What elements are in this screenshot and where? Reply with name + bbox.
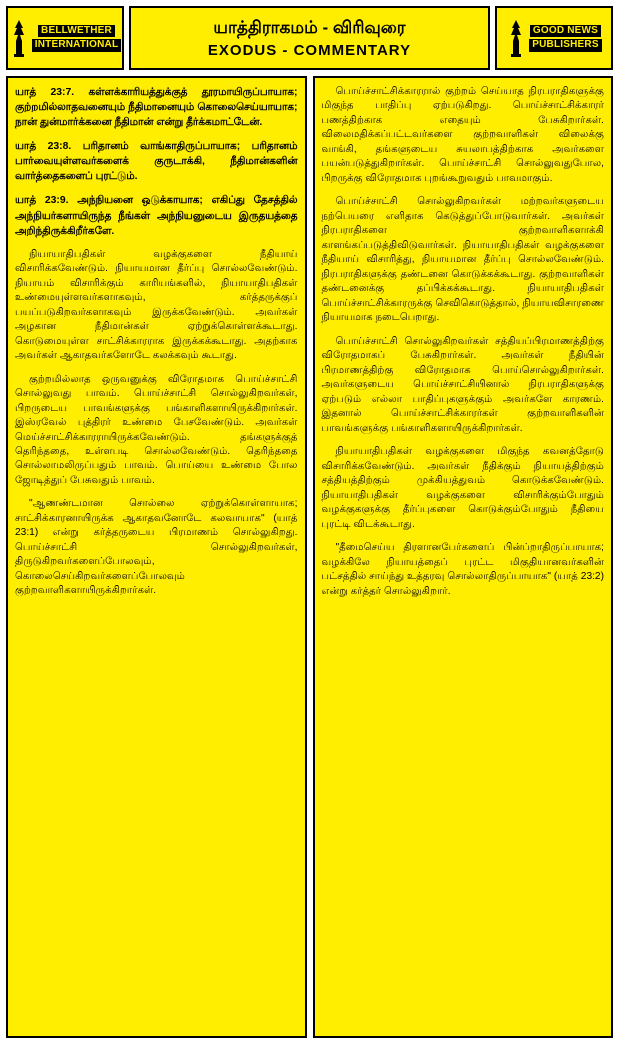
commentary-paragraph: பொய்ச்சாட்சி சொல்லுகிறவர்கள் மற்றவர்களுடைய நற்பெயரை எளிதாக கெடுத்துப்போடுவார்கள். அவர்கள் நிரபராதிகளை குற்றவாளிகளாக்கி காளங்கப்படுத்திவிடுவார்கள். நியாயாதிபதிகள் வழக்குகளை நீதியாய் விசாரித்து, நியாயமான தீர்ப்பு சொல்லவேண்டும். நிரபராதிகளுக்கு தண்டனை கொடுக்கக்கூடாது. குற்றவாளிகள் தண்டனைக்கு தப்பிக்கக்கூடாது. நியாயாதிபதிகள் பொய்ச்சாட்சிக்காரருக்கு செவிகொடுத்தால், நியாயவிசாரணை நியாயமாக நடைபெறாது.: [321, 196, 604, 324]
commentary-paragraph: "ஆணண்டமான சொல்லை ஏற்றுக்கொள்ளாயாக; சாட்சிக்காரனாயிருக்க ஆகாதவனோடே கலவாயாக" (யாத் 23:1) என்று கர்த்தருடைய பிரமாணம் சொல்லுகிறது. பொய்ச்சாட்சி சொல்லுகிறவர்கள், திருடுகிறவர்களைப்போலவும், கொலைசெய்கிறவர்களைப்போலவும் குற்றவாளிகளாயிருக்கிறார்கள்.: [15, 498, 298, 597]
logo-left-line1: BELLWETHER: [38, 25, 115, 38]
logo-left-line2: INTERNATIONAL: [32, 39, 122, 52]
commentary-paragraph: பொய்ச்சாட்சிக்காரரால் குற்றம் செய்யாத நிரபராதிகளுக்கு மிகுந்த பாதிப்பு ஏற்படுகிறது. பொய்ச்சாட்சிக்காரர் பணத்திற்காக எதையும் பேசுகிறார்கள். விலைமதிக்கப்பட்டவர்களை குற்றவாளிகள் விலைக்கு வாங்கி, தங்களுடைய சுயலாபத்திற்காக அவர்களை பயன்படுத்துகிறார்கள். பொய்ச்சாட்சி சொல்லுவதுபோல, பிறருக்கு விரோதமாக புறங்கூறுவதும் பாவமாகும்.: [321, 86, 604, 184]
document-title-block: [129, 6, 490, 70]
title-tamil: யாத்திராகமம் - விரிவுரை: [213, 17, 406, 37]
commentary-paragraph: குற்றமில்லாத ஒருவனுக்கு விரோதமாக பொய்ச்சாட்சி சொல்லுவது பாவம். பொய்ச்சாட்சி சொல்லுகிறவர்கள், பிறருடைய பாவங்களுக்கு பங்காளிகளாயிருக்கிறார்கள். இஸ்ரவேல் புத்திரர் உண்மை பேசவேண்டும். அவர்கள் மெய்ச்சாட்சிக்காரராயிருக்கவேண்டும். தங்களுக்குத் தெரிந்ததை, உள்ளபடி சொல்லவேண்டும். தெரிந்ததை சொல்லாமலிருப்பதும் பாவம். பொய்யை உண்மை போல ஜோடித்துப் பேசுவதும் பாவம்.: [15, 373, 298, 486]
title-english: EXODUS - COMMENTARY: [207, 42, 412, 60]
commentary-paragraph: பொய்ச்சாட்சி சொல்லுகிறவர்கள் சத்தியப்பிரமாணத்திற்கு விரோதமாகப் பேசுகிறார்கள். அவர்கள் நீதியின் பிரமாணத்திற்கு விரோதமாக பொய்சொல்லுகிறார்கள். அவர்களுடைய பொய்ச்சாட்சியினால் நிரபராதிகளுக்கு ஏற்படும் எல்லா பாதிப்புகளுக்கும் அவர்களே காரணம். இதனால் பொய்ச்சாட்சிக்காரர்கள் குற்றவாளிகளின் பாவங்களுக்கு பங்காளிகளாயிருக்கிறார்கள்.: [321, 335, 604, 434]
publisher-logo-right-text: [529, 24, 601, 53]
publisher-logo-left: [6, 6, 124, 70]
commentary-paragraph: "தீமைசெய்ய திரளானபேர்களைப் பின்ப்றாதிருப்பாயாக; வழக்கிலே நியாயத்தைப் புரட்ட மிகுதியானவர்களின் பட்சத்தில் சாய்ந்து உத்தரவு சொல்லாதிருப்பாயாக" (யாத் 23:2) என்று கர்த்தர் சொல்லுகிறார்.: [321, 542, 604, 597]
scripture-reference: யாத் 23:9. அந்நியனை ஒடுக்காயாக; எகிப்து தேசத்தில் அந்நியர்களாயிருந்த நீங்கள் அந்நியனுடைய இருதயத்தை அறிந்திருக்கிறீர்களே.: [15, 195, 298, 237]
body-columns: [6, 76, 613, 1038]
torch-icon: [506, 18, 526, 58]
scripture-reference: யாத் 23:7. கள்ளக்காரியத்துக்குத் தூரமாயிருப்பாயாக; குற்றமில்லாதவனையும் நீதிமானையும் கொலைசெய்யாயாக; நான் துன்மார்க்கனை நீதிமான் என்று தீர்க்கமாட்டேன்.: [15, 87, 298, 129]
publisher-logo-left-text: [32, 24, 122, 53]
torch-icon: [9, 18, 29, 58]
logo-right-line1: GOOD NEWS: [530, 25, 601, 38]
page-header: [6, 6, 613, 70]
scripture-reference: யாத் 23:8. பரிதானம் வாங்காதிருப்பாயாக; பரிதானம் பார்வையுள்ளவர்களைக் குருடாக்கி, நீதிமான்களின் வார்த்தைகளைப் புரட்டும்.: [15, 141, 298, 183]
logo-right-line2: PUBLISHERS: [529, 39, 601, 52]
commentary-paragraph: நியாயாதிபதிகள் வழக்குகளை நீதியாய் விசாரிக்கவேண்டும். நியாயமான தீர்ப்பு சொல்லவேண்டும். நியாயம் விசாரிக்கும் காரியங்களில், நியாயாதிபதிகள் உண்மையுள்ளவர்களாகவும், கர்த்தருக்குப் பயப்படுகிறவர்களாகவும் இருக்கவேண்டும். அவர்கள் அழகான நீதிமான்கள் ஏற்றுக்கொள்ளக்கூடாது. கொடுமையுள்ள சாட்சிக்காரராக இருக்கக்கூடாது. அதற்காக அவர்கள் ஆகாதவர்களோடே கலக்கவும் கூடாது.: [15, 248, 298, 362]
commentary-paragraph: நியாயாதிபதிகள் வழக்குகளை மிகுந்த கவனத்தோடு விசாரிக்கவேண்டும். அவர்கள் நீதிக்கும் நியாயத்திற்கும் சத்தியத்திற்கும் முக்கியத்துவம் கொடுக்கவேண்டும். நியாயாதிபதிகள் வழக்குகளை விசாரிக்கும்போதும் வழக்குகளுக்கு தீர்ப்புகளை கொடுக்கும்போதும் நீதியை புரட்டி விடக்கூடாது.: [321, 446, 604, 530]
publisher-logo-right: [495, 6, 613, 70]
left-column: [6, 76, 307, 1038]
right-column: [313, 76, 614, 1038]
